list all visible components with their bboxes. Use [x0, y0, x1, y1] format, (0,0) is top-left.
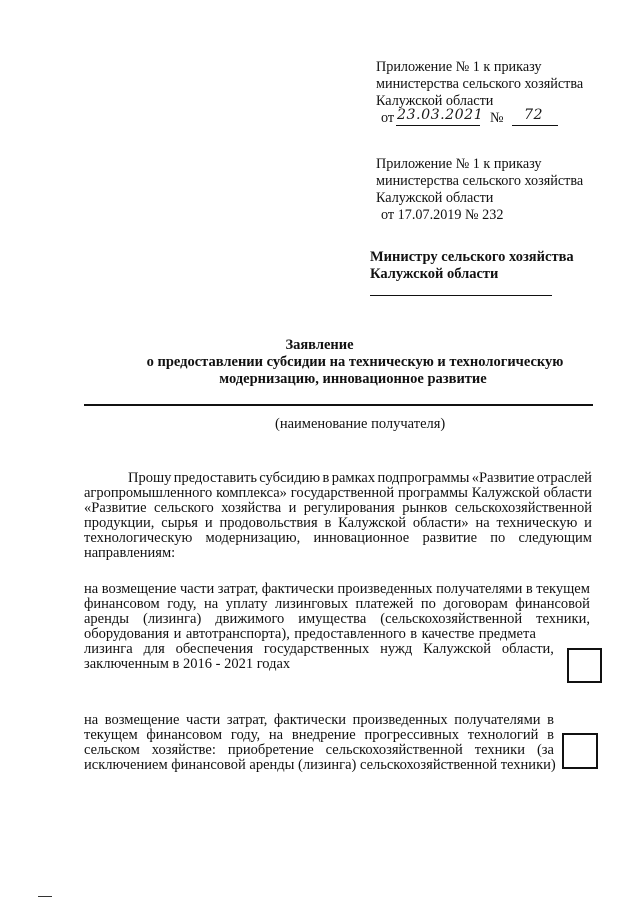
word: получателями [436, 581, 523, 597]
word: направлениям: [84, 545, 176, 561]
appendix-current-date-handwritten: 23.03.2021 [397, 107, 484, 123]
word: произведенных [352, 712, 448, 728]
word: в [547, 727, 554, 743]
word: по [420, 596, 436, 612]
word: хозяйства [221, 500, 282, 516]
appendix-previous-line4: от 17.07.2019 № 232 [381, 207, 504, 223]
word: государственной [290, 485, 395, 501]
title-line2: о предоставлении субсидии на техническую и технологическую [146, 354, 564, 370]
word: предмета [478, 626, 536, 642]
word: модернизацию, [205, 530, 301, 546]
appendix-current-date-prefix: от [381, 110, 395, 126]
word: финансовом [146, 727, 223, 743]
word: (за [536, 742, 554, 758]
word: «Развитие [471, 470, 535, 486]
leasing-row-2 [84, 597, 590, 612]
word: оборудования [84, 626, 170, 642]
word: произведенных [337, 581, 433, 597]
title-line1: Заявление [285, 337, 354, 353]
appendix-current-date-underline [396, 125, 480, 126]
word: (лизинга) [142, 611, 202, 627]
word: приобретение [227, 742, 314, 758]
word: в [547, 712, 554, 728]
word: в [322, 470, 330, 486]
word: исключением финансовой аренды (лизинга) сельскохозяйственной техники) [84, 757, 556, 773]
word: и [584, 515, 592, 531]
word: на [84, 712, 99, 728]
request-paragraph [84, 471, 592, 561]
word: на [84, 581, 99, 597]
word: продовольствия [219, 515, 318, 531]
word: продукции, [84, 515, 155, 531]
word: рамках [331, 470, 376, 486]
word: в [324, 515, 332, 531]
word: сельского [154, 500, 214, 516]
word: технологий [467, 727, 539, 743]
word: платежей [355, 596, 414, 612]
technology-row-4 [84, 758, 554, 773]
word: текущем [536, 581, 590, 597]
word: Калужской [423, 641, 491, 657]
request-row-3 [84, 501, 592, 516]
word: программы [397, 485, 468, 501]
word: сельскохозяйственной [325, 742, 463, 758]
appendix-previous-line2: министерства сельского хозяйства [376, 173, 584, 189]
technology-row-1 [84, 713, 554, 728]
word: регулирования [303, 500, 395, 516]
word: финансовом [84, 596, 160, 612]
word: возмещение [104, 712, 180, 728]
word: по [490, 530, 506, 546]
word: возмещение [101, 581, 177, 597]
word: техники [474, 742, 525, 758]
word: нужд [380, 641, 413, 657]
recipient-name-line [84, 404, 593, 406]
word: имущества [298, 611, 367, 627]
appendix-previous-line3: Калужской области [376, 190, 494, 206]
appendix-current-number-prefix: № [490, 110, 504, 126]
word: на [204, 596, 219, 612]
word: прогрессивных [364, 727, 459, 743]
appendix-current-line3: Калужской области [376, 93, 494, 109]
word: сельском [84, 742, 140, 758]
addressee-line2: Калужской области [370, 266, 499, 282]
word: техническую [496, 515, 578, 531]
leasing-row-5 [84, 642, 554, 657]
word: Прошу [128, 470, 172, 486]
scan-mark [38, 896, 52, 897]
word: заключенным в 2016 - 2021 годах [84, 656, 291, 672]
word: и [173, 626, 182, 642]
word: (сельскохозяйственной [380, 611, 523, 627]
request-row-6 [84, 546, 592, 561]
word: качестве [421, 626, 475, 642]
word: части [179, 581, 215, 597]
word: фактически [261, 581, 334, 597]
word: техники, [536, 611, 590, 627]
word: Калужской [338, 515, 407, 531]
word: предоставить [173, 470, 257, 486]
word: агропромышленного [84, 485, 213, 501]
word: области [543, 485, 592, 501]
word: внедрение [291, 727, 356, 743]
addressee-line1: Министру сельского хозяйства [370, 249, 574, 265]
word: финансовой [515, 596, 590, 612]
request-row-5 [84, 531, 592, 546]
leasing-row-3 [84, 612, 590, 627]
recipient-caption: (наименование получателя) [275, 416, 446, 432]
word: рынков [402, 500, 448, 516]
word: движимого [215, 611, 285, 627]
word: области» [412, 515, 469, 531]
appendix-current-line2: министерства сельского хозяйства [376, 76, 584, 92]
word: уплату [225, 596, 268, 612]
leasing-row-1 [84, 582, 590, 597]
addressee-signature-line [370, 295, 552, 296]
word: году, [167, 596, 197, 612]
appendix-previous-line1: Приложение № 1 к приказу [376, 156, 542, 172]
word: развитие [422, 530, 478, 546]
word: для [143, 641, 165, 657]
title-line3: модернизацию, инновационное развитие [219, 371, 487, 387]
option-leasing-text [84, 582, 590, 672]
leasing-row-4 [84, 627, 536, 642]
technology-row-3 [84, 743, 554, 758]
word: затрат, [226, 712, 268, 728]
word: обеспечения [175, 641, 254, 657]
appendix-current-number-handwritten: 72 [524, 107, 544, 123]
word: и [288, 500, 297, 516]
word: и [204, 515, 213, 531]
word: технологическую [84, 530, 193, 546]
word: автотранспорта), [185, 626, 290, 642]
request-row-1 [84, 471, 592, 486]
word: на [475, 515, 490, 531]
word: следующим [518, 530, 592, 546]
word: году, [230, 727, 261, 743]
request-row-4 [84, 516, 592, 531]
word: области, [501, 641, 554, 657]
option-technology-checkbox[interactable] [562, 733, 598, 769]
word: государственных [263, 641, 370, 657]
word: субсидию [259, 470, 321, 486]
appendix-current-number-underline [512, 125, 558, 126]
word: комплекса» [216, 485, 287, 501]
word: хозяйстве: [151, 742, 216, 758]
word: сырья [161, 515, 198, 531]
word: инновационное [313, 530, 410, 546]
technology-row-2 [84, 728, 554, 743]
word: получателями [454, 712, 541, 728]
word: в [525, 581, 533, 597]
word: части [186, 712, 221, 728]
word: предоставленного [294, 626, 406, 642]
appendix-current-line1: Приложение № 1 к приказу [376, 59, 542, 75]
word: аренды [84, 611, 130, 627]
word: Калужской [471, 485, 540, 501]
option-technology-text [84, 713, 554, 773]
leasing-row-6 [84, 657, 590, 672]
word: текущем [84, 727, 138, 743]
word: договорам [443, 596, 508, 612]
word: отраслей [536, 470, 592, 486]
word: «Развитие [84, 500, 147, 516]
word: в [410, 626, 418, 642]
word: фактически [273, 712, 347, 728]
word: на [268, 727, 284, 743]
word: подпрограммы [377, 470, 470, 486]
option-leasing-checkbox[interactable] [567, 648, 602, 683]
word: лизинговых [275, 596, 348, 612]
word: лизинга [84, 641, 133, 657]
request-row-2 [84, 486, 592, 501]
word: сельскохозяйственной [454, 500, 592, 516]
word: затрат, [217, 581, 259, 597]
